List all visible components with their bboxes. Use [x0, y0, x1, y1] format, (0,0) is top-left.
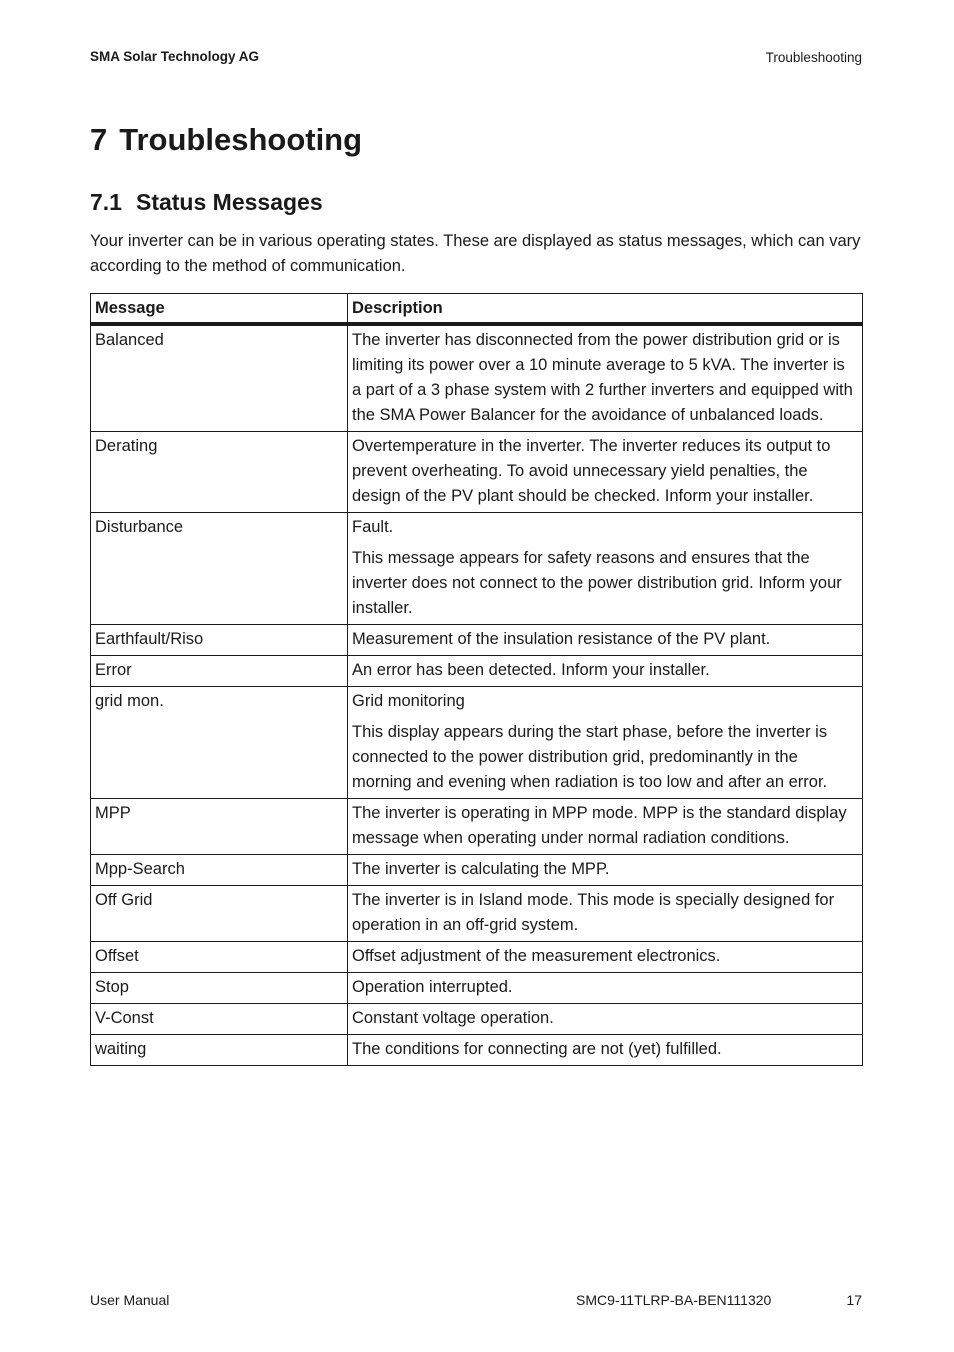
description-paragraph: The conditions for connecting are not (yet) fulfilled.: [352, 1040, 722, 1058]
description-paragraph: The inverter is in Island mode. This mode is specially designed for operation in an off-grid system.: [352, 891, 835, 934]
description-cell: [348, 432, 863, 513]
message-cell: Balanced: [91, 324, 348, 432]
message-cell: Earthfault/Riso: [91, 625, 348, 656]
page-number: 17: [846, 1292, 862, 1308]
description-paragraph: Grid monitoring: [352, 692, 465, 710]
description-paragraph: Overtemperature in the inverter. The inverter reduces its output to prevent overheating. To avoid unnecessary yield penalties, the design of the PV plant should be checked. Inform your installer.: [352, 437, 831, 505]
description-cell: [348, 625, 863, 656]
section-title: Status Messages: [135, 189, 323, 215]
description-paragraph: Offset adjustment of the measurement electronics.: [352, 947, 721, 965]
description-paragraph: Measurement of the insulation resistance of the PV plant.: [352, 630, 771, 648]
message-cell: Mpp-Search: [91, 855, 348, 886]
table-row: [91, 942, 863, 973]
table-row: [91, 855, 863, 886]
description-paragraph: An error has been detected. Inform your installer.: [352, 661, 710, 679]
table-row: [91, 324, 863, 432]
table-row: [91, 973, 863, 1004]
table-body: [91, 324, 863, 1066]
table-row: [91, 1035, 863, 1066]
description-cell: [348, 687, 863, 799]
table-row: [91, 687, 863, 799]
description-paragraph: This display appears during the start phase, before the inverter is connected to the power distribution grid, predominantly in the morning and evening when radiation is too low and after an error.: [352, 723, 828, 791]
table-row: [91, 799, 863, 855]
chapter-title: Troubleshooting: [119, 122, 363, 157]
description-paragraph: The inverter has disconnected from the power distribution grid or is limiting its power over a 10 minute average to 5 kVA. The inverter is a part of a 3 phase system with 2 further inverters and equipped with the SMA Power Balancer for the avoidance of unbalanced loads.: [352, 331, 853, 424]
description-cell: [348, 942, 863, 973]
description-paragraph: Fault.: [352, 518, 394, 536]
column-header-message: Message: [91, 294, 348, 325]
description-cell: [348, 1035, 863, 1066]
message-cell: Offset: [91, 942, 348, 973]
intro-paragraph: Your inverter can be in various operating states. These are displayed as status messages, which can vary according to the method of communication.: [90, 232, 861, 275]
status-messages-table: [90, 293, 863, 1066]
description-paragraph: This message appears for safety reasons and ensures that the inverter does not connect to the power distribution grid. Inform your installer.: [352, 549, 842, 617]
message-cell: grid mon.: [91, 687, 348, 799]
message-cell: MPP: [91, 799, 348, 855]
table-row: [91, 656, 863, 687]
description-paragraph: Constant voltage operation.: [352, 1009, 554, 1027]
section-number: 7.1: [90, 189, 122, 215]
table-header-row: [91, 294, 863, 325]
table-row: [91, 625, 863, 656]
table-row: [91, 513, 863, 625]
description-cell: [348, 324, 863, 432]
table-row: [91, 432, 863, 513]
chapter-number: 7: [90, 122, 108, 157]
table-row: [91, 1004, 863, 1035]
header-company: SMA Solar Technology AG: [90, 49, 260, 64]
description-cell: [348, 656, 863, 687]
description-paragraph: The inverter is calculating the MPP.: [352, 860, 610, 878]
column-header-description: Description: [348, 294, 863, 325]
description-cell: [348, 513, 863, 625]
footer-manual-label: User Manual: [90, 1292, 170, 1308]
message-cell: Off Grid: [91, 886, 348, 942]
message-cell: Stop: [91, 973, 348, 1004]
message-cell: Disturbance: [91, 513, 348, 625]
message-cell: waiting: [91, 1035, 348, 1066]
header-section: Troubleshooting: [765, 50, 862, 65]
description-cell: [348, 886, 863, 942]
description-cell: [348, 973, 863, 1004]
table-row: [91, 886, 863, 942]
footer-doc-id: SMC9-11TLRP-BA-BEN111320: [576, 1292, 772, 1308]
message-cell: V-Const: [91, 1004, 348, 1035]
description-cell: [348, 1004, 863, 1035]
description-paragraph: The inverter is operating in MPP mode. MPP is the standard display message when operating under normal radiation conditions.: [352, 804, 847, 847]
description-cell: [348, 855, 863, 886]
description-cell: [348, 799, 863, 855]
message-cell: Derating: [91, 432, 348, 513]
message-cell: Error: [91, 656, 348, 687]
section-heading: [90, 189, 323, 216]
description-paragraph: Operation interrupted.: [352, 978, 513, 996]
chapter-heading: [90, 122, 362, 158]
